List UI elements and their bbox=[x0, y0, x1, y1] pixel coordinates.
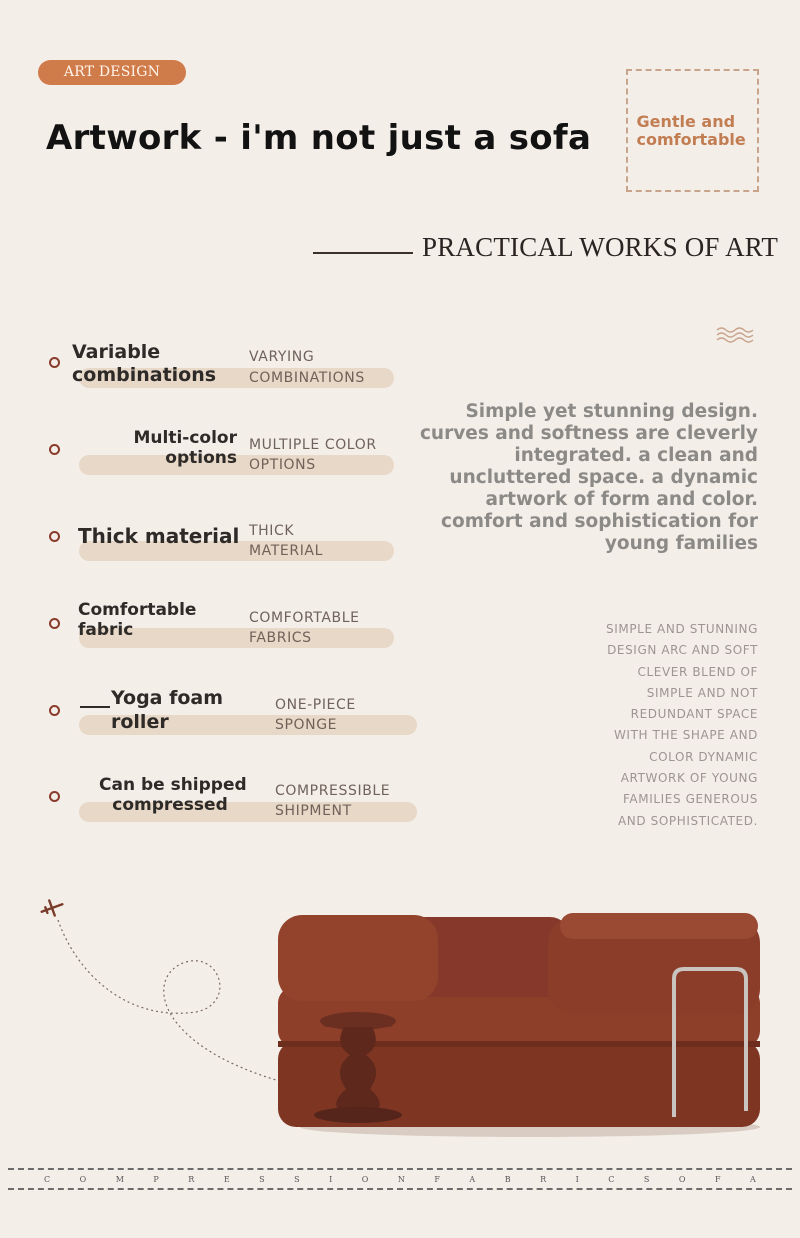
footer-letter: N bbox=[397, 1174, 405, 1184]
feature-title-line2: fabric bbox=[78, 620, 134, 640]
footer-letter: E bbox=[223, 1174, 230, 1184]
feature-caption-line1: COMFORTABLE bbox=[249, 610, 360, 626]
footer-letter: R bbox=[540, 1174, 547, 1184]
footer-letter: C bbox=[608, 1174, 615, 1184]
footer-letter: A bbox=[750, 1174, 756, 1184]
feature-title-line1: Yoga foam bbox=[111, 687, 224, 709]
footer-letter: P bbox=[153, 1174, 159, 1184]
section-title: PRACTICAL WORKS OF ART bbox=[422, 232, 779, 262]
caps-line: ARTWORK OF YOUNG bbox=[620, 771, 758, 786]
description-line: young families bbox=[604, 533, 758, 554]
feature-caption-line2: COMBINATIONS bbox=[249, 370, 365, 386]
note-line-1: Gentle and bbox=[636, 111, 736, 131]
feature-caption-line2: SPONGE bbox=[275, 717, 338, 733]
feature-title-line1: Comfortable bbox=[78, 600, 197, 620]
sofa-illustration bbox=[270, 905, 770, 1145]
gentle-comfortable-box bbox=[626, 69, 759, 192]
footer-letter: O bbox=[79, 1174, 87, 1184]
design-caps-description bbox=[558, 619, 758, 832]
caps-line: FAMILIES GENEROUS bbox=[623, 792, 758, 807]
feature-caption-line1: COMPRESSIBLE bbox=[275, 783, 391, 799]
footer-letter: I bbox=[329, 1174, 333, 1184]
caps-line: COLOR DYNAMIC bbox=[649, 749, 758, 764]
footer-letter: S bbox=[259, 1174, 265, 1184]
description-line: uncluttered space. a dynamic bbox=[449, 467, 758, 488]
note-line-2: comfortable bbox=[636, 129, 746, 149]
feature-title-line1: Variable bbox=[72, 341, 161, 363]
footer-letter: S bbox=[643, 1174, 650, 1184]
caps-line: REDUNDANT SPACE bbox=[630, 707, 758, 722]
feature-title-line2: compressed bbox=[112, 795, 228, 815]
footer-letter: F bbox=[434, 1174, 440, 1184]
caps-line: WITH THE SHAPE AND bbox=[613, 728, 758, 743]
description-line: integrated. a clean and bbox=[514, 445, 758, 466]
feature-title-line2: combinations bbox=[72, 364, 217, 386]
bullet-icon bbox=[49, 618, 60, 629]
art-design-badge: ART DESIGN bbox=[38, 60, 186, 85]
feature-title-line1: Thick material bbox=[78, 524, 240, 548]
bullet-icon bbox=[49, 444, 60, 455]
footer-letter: R bbox=[188, 1174, 195, 1184]
footer-letter: C bbox=[44, 1174, 51, 1184]
description-line: curves and softness are cleverly bbox=[419, 423, 758, 444]
feature-title-line1: Multi-color bbox=[133, 428, 237, 448]
footer-letter: B bbox=[504, 1174, 511, 1184]
bullet-icon bbox=[49, 357, 60, 368]
bullet-icon bbox=[49, 531, 60, 542]
wave-icon bbox=[716, 326, 754, 344]
airplane-icon bbox=[39, 897, 65, 920]
flight-path-illustration bbox=[36, 892, 296, 1092]
feature-caption-line1: ONE-PIECE bbox=[275, 697, 356, 713]
feature-title-line1: Can be shipped bbox=[99, 775, 247, 795]
feature-caption-line2: FABRICS bbox=[249, 630, 312, 646]
caps-line: AND SOPHISTICATED. bbox=[617, 813, 758, 828]
description-line: artwork of form and color. bbox=[485, 489, 758, 510]
page-title: Artwork - i'm not just a sofa bbox=[46, 118, 592, 158]
caps-line: SIMPLE AND NOT bbox=[646, 685, 758, 700]
bullet-icon bbox=[49, 791, 60, 802]
section-divider bbox=[313, 252, 413, 254]
feature-caption-line1: VARYING bbox=[249, 349, 315, 365]
caps-line: SIMPLE AND STUNNING bbox=[606, 622, 758, 636]
description-line: Simple yet stunning design. bbox=[465, 401, 758, 422]
feature-title-line2: roller bbox=[111, 711, 169, 733]
feature-caption-line1: THICK bbox=[249, 523, 295, 539]
description-line: comfort and sophistication for bbox=[441, 511, 758, 532]
caps-line: DESIGN ARC AND SOFT bbox=[607, 643, 758, 658]
footer-letter: F bbox=[714, 1174, 721, 1184]
footer-letter: I bbox=[575, 1174, 579, 1184]
footer-letter: S bbox=[294, 1174, 300, 1184]
caps-line: CLEVER BLEND OF bbox=[637, 664, 758, 679]
bullet-icon bbox=[49, 705, 60, 716]
feature-caption-line2: OPTIONS bbox=[249, 457, 316, 473]
feature-dash bbox=[80, 706, 110, 708]
design-description bbox=[398, 401, 758, 555]
footer-letter: O bbox=[361, 1174, 369, 1184]
feature-caption-line2: MATERIAL bbox=[249, 543, 324, 559]
feature-title-line2: options bbox=[165, 448, 237, 468]
footer-letter: O bbox=[678, 1174, 686, 1184]
compression-fabric-sofa-strip bbox=[8, 1168, 792, 1190]
feature-caption-line1: MULTIPLE COLOR bbox=[249, 437, 377, 453]
footer-letter: M bbox=[115, 1174, 124, 1184]
footer-letter: A bbox=[469, 1174, 476, 1184]
feature-caption-line2: SHIPMENT bbox=[275, 803, 352, 819]
